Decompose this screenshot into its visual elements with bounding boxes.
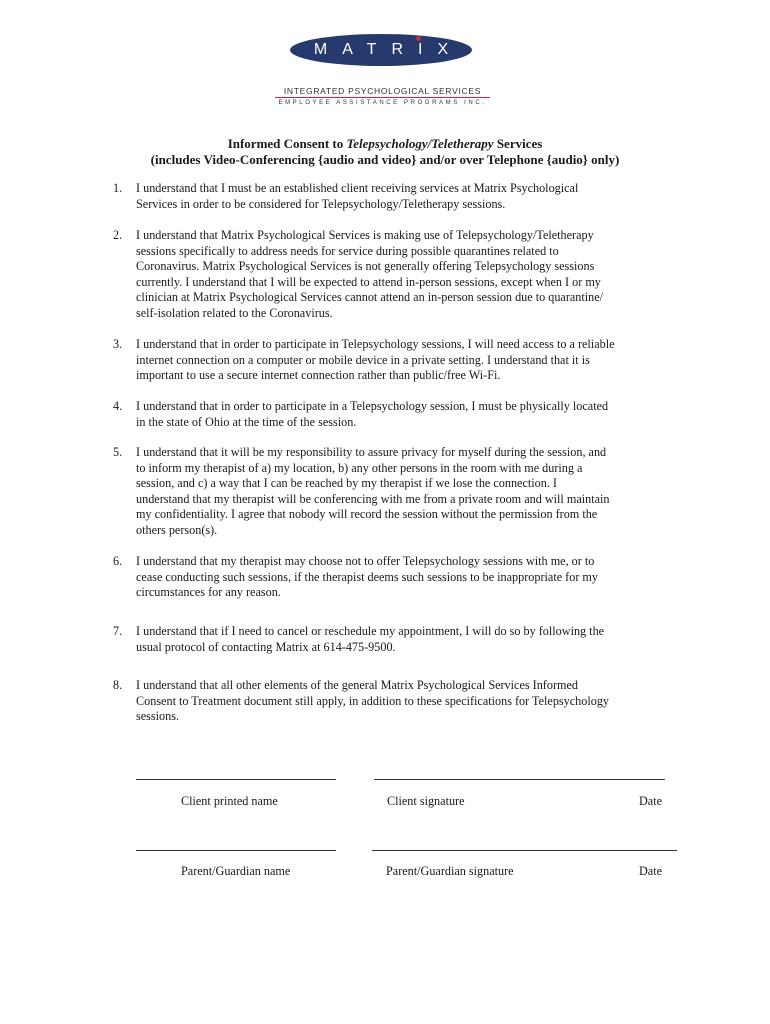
guardian-name-line[interactable]	[136, 850, 336, 851]
matrix-logo	[290, 34, 472, 68]
item-line: Consent to Treatment document still apply, in addition to these specifications for Telepsychology	[136, 693, 610, 708]
title-line-1	[0, 136, 770, 152]
item-line: sessions specifically to address needs for service during possible quarantines related to	[136, 243, 559, 258]
client-printed-name-label: Client printed name	[181, 794, 278, 808]
guardian-signature-line[interactable]	[372, 850, 677, 851]
item-number: 3.	[113, 337, 123, 351]
item-number: 8.	[113, 678, 123, 692]
item-number: 7.	[113, 624, 123, 638]
item-number: 4.	[113, 399, 123, 413]
item-number: 1.	[113, 181, 123, 195]
item-line: Coronavirus. Matrix Psychological Services is not generally offering Telepsychology sessions	[136, 259, 595, 274]
item-line: clinician at Matrix Psychological Services cannot attend an in-person session due to quarantine/	[136, 290, 604, 305]
item-number: 5.	[113, 445, 123, 459]
title-suffix: Services	[493, 136, 543, 151]
item-line: sessions.	[136, 709, 180, 724]
item-text	[136, 624, 686, 655]
item-line: currently. I understand that I will be expected to attend in-person sessions, except when I or my	[136, 274, 601, 289]
logo-word: MATRIX	[313, 41, 464, 58]
item-text	[136, 399, 686, 430]
item-line: circumstances for any reason.	[136, 585, 281, 600]
item-line: I understand that Matrix Psychological Services is making use of Telepsychology/Teletherapy	[136, 228, 594, 242]
item-line: cease conducting such sessions, if the therapist deems such sessions to be inappropriate for my	[136, 569, 599, 584]
tagline-eap: EMPLOYEE ASSISTANCE PROGRAMS INC.	[278, 100, 487, 106]
tagline-divider	[275, 97, 490, 98]
item-line: important to use a secure internet connection rather than public/free Wi-Fi.	[136, 368, 501, 383]
title-italic: Telepsychology/Teletherapy	[346, 136, 494, 151]
client-name-line[interactable]	[136, 779, 336, 780]
item-text	[136, 181, 686, 212]
document-title	[0, 136, 770, 168]
item-text	[136, 678, 686, 725]
item-line: I understand that I must be an established client receiving services at Matrix Psychological	[136, 181, 579, 195]
item-line: session, and c) a way that I can be reached by my therapist if we lose the connection. I	[136, 476, 557, 491]
item-line: to inform my therapist of a) my location, b) any other persons in the room with me during a	[136, 460, 583, 475]
item-line: I understand that in order to participate in a Telepsychology session, I must be physically located	[136, 399, 609, 413]
item-line: my confidentiality. I agree that nobody will record the session without the permission from the	[136, 507, 598, 522]
item-line: internet connection on a computer or mobile device in a private setting. I understand that it is	[136, 352, 590, 367]
item-line: Services in order to be considered for Telepsychology/Teletherapy sessions.	[136, 196, 506, 211]
item-number: 6.	[113, 554, 123, 568]
tagline-integrated: INTEGRATED PSYCHOLOGICAL SERVICES	[283, 86, 482, 96]
item-line: understand that my therapist will be conferencing with me from a private room and will maintain	[136, 491, 610, 506]
parent-guardian-signature-label: Parent/Guardian signature	[386, 864, 514, 878]
item-line: I understand that if I need to cancel or reschedule my appointment, I will do so by following the	[136, 624, 605, 638]
item-line: others person(s).	[136, 522, 218, 537]
client-signature-label: Client signature	[387, 794, 465, 808]
title-prefix: Informed Consent to	[227, 136, 347, 151]
item-text	[136, 228, 686, 322]
item-line: in the state of Ohio at the time of the session.	[136, 414, 357, 429]
date-label: Date	[639, 864, 663, 878]
parent-guardian-name-label: Parent/Guardian name	[181, 864, 291, 878]
item-text	[136, 445, 686, 539]
item-line: usual protocol of contacting Matrix at 614-475-9500.	[136, 639, 396, 654]
item-line: I understand that all other elements of the general Matrix Psychological Services Informed	[136, 678, 578, 692]
item-line: self-isolation related to the Coronavirus.	[136, 305, 333, 320]
item-line: I understand that it will be my responsibility to assure privacy for myself during the session, and	[136, 445, 607, 459]
client-signature-line[interactable]	[374, 779, 665, 780]
item-text	[136, 337, 686, 384]
date-label: Date	[639, 794, 663, 808]
item-number: 2.	[113, 228, 123, 242]
title-line-2: (includes Video-Conferencing {audio and video} and/or over Telephone {audio} only)	[150, 152, 620, 167]
item-text	[136, 554, 686, 601]
item-line: I understand that in order to participate in Telepsychology sessions, I will need access to a reliable	[136, 337, 615, 351]
item-line: I understand that my therapist may choose not to offer Telepsychology sessions with me, or to	[136, 554, 595, 568]
